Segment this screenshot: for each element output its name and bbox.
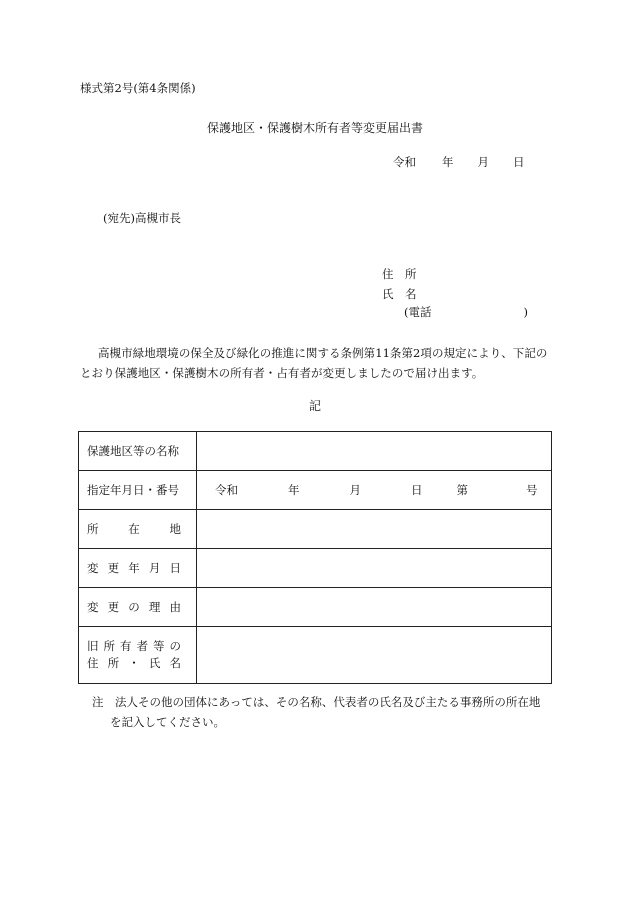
designation-date-field[interactable] [197,471,552,510]
designation-number-suffix: 号 [526,483,538,497]
table-row [79,510,552,549]
date-era: 令和 [393,155,416,169]
date-month: 月 [477,155,489,169]
change-reason-label: 変 更 の 理 由 [79,588,197,627]
designation-date-template [197,482,551,498]
footnote-line-2: を記入してください。 [110,715,225,729]
change-reason-field[interactable] [197,588,552,627]
footnote [92,692,562,732]
location-field[interactable] [197,510,552,549]
sender-phone-label: (電話 ) [404,305,528,319]
location-label: 所 在 地 [79,510,197,549]
designation-month: 月 [349,483,361,497]
designation-year: 年 [288,483,300,497]
date-day: 日 [513,155,525,169]
sender-address-label: 住 所 [382,267,417,281]
table-row [79,549,552,588]
table-row [79,627,552,684]
table-row [79,588,552,627]
change-date-field[interactable] [197,549,552,588]
document-title: 保護地区・保護樹木所有者等変更届出書 [206,121,423,135]
sender-name-label: 氏 名 [382,287,417,301]
addressee: (宛先)高槻市長 [103,211,181,225]
date-year: 年 [442,155,454,169]
designation-era: 令和 [215,483,238,497]
protected-area-name-label: 保護地区等の名称 [79,432,197,471]
submission-date [393,157,525,169]
designation-number-prefix: 第 [456,483,468,497]
table-row [79,432,552,471]
protected-area-name-field[interactable] [197,432,552,471]
former-owner-field[interactable] [197,627,552,684]
designation-date-label: 指定年月日・番号 [79,471,197,510]
former-owner-label: 旧 所 有 者 等 の 住 所 ・ 氏 名 [79,627,197,684]
table-row [79,471,552,510]
footnote-line-1: 注 法人その他の団体にあっては、その名称、代表者の氏名及び主たる事務所の所在地 [92,695,541,709]
form-number: 様式第2号(第4条関係) [80,81,196,95]
change-date-label: 変 更 年 月 日 [79,549,197,588]
details-table [78,431,552,684]
designation-day: 日 [411,483,423,497]
ki-heading: 記 [308,399,321,413]
body-text: 高槻市緑地環境の保全及び緑化の推進に関する条例第11条第2項の規定により、下記のとおり保護地区・保護樹木の所有者・占有者が変更しましたので届け出ます。 [80,346,548,380]
